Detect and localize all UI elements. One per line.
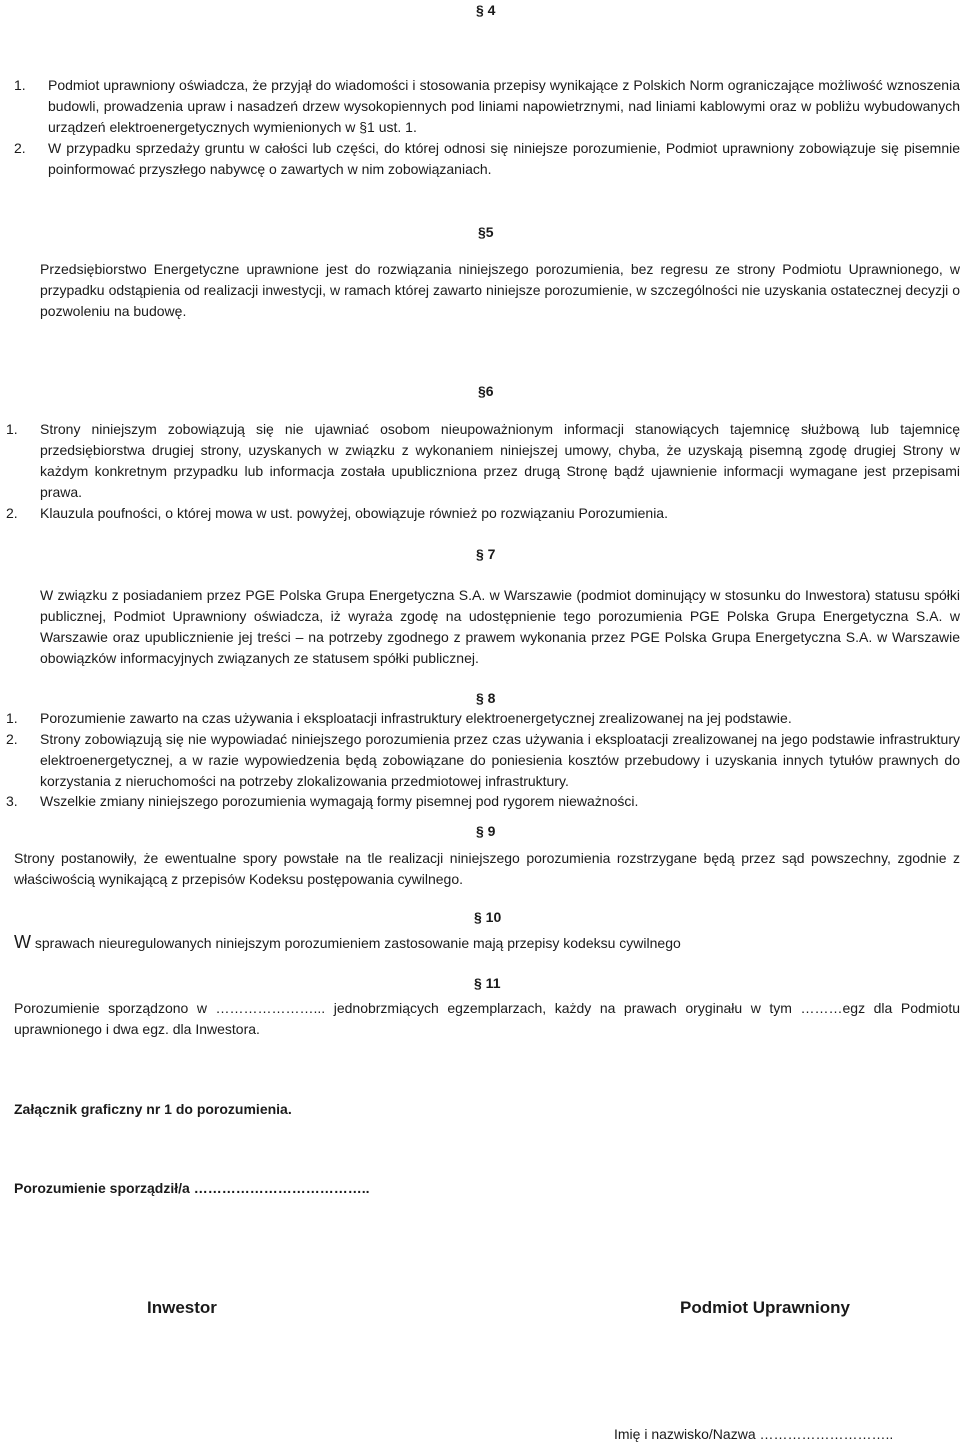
s6-item-1-number: 1. (6, 421, 18, 437)
s10-text: sprawach nieuregulowanych niniejszym porozumieniem zastosowanie mają przepisy kodeksu cywilnego (31, 935, 681, 951)
section-9-heading: § 9 (476, 823, 496, 839)
s8-item-1-text: Porozumienie zawarto na czas używania i eksploatacji infrastruktury elektroenergetycznej zrealizowanej na jej podstawie. (40, 710, 792, 726)
section-11-heading: § 11 (474, 975, 501, 991)
signature-label-entitled-party: Podmiot Uprawniony (680, 1298, 850, 1317)
s10-first-letter: W (14, 932, 31, 952)
s9-text: Strony postanowiły, że ewentualne spory powstałe na tle realizacji niniejszego porozumienia rozstrzygane będą przez sąd powszechny, zgodnie z właściwością wynikającą z przepisów Kodeksu postępowania cywilnego. (14, 850, 960, 887)
section-6-heading: §6 (478, 383, 494, 399)
section-7-heading: § 7 (476, 546, 496, 562)
s4-item-1-text: Podmiot uprawniony oświadcza, że przyjął do wiadomości i stosowania przepisy wynikające z Polskich Norm ograniczające możliwość wznoszenia budowli, prowadzenia upraw i nasadzeń drzew wysokopiennych pod liniami napowietrznymi, nad liniami kablowymi oraz w pobliżu wybudowanych urządzeń elektroenergetycznych wymienionych w §1 ust. 1. (48, 77, 960, 135)
section-8-heading: § 8 (476, 690, 496, 706)
name-field-line: Imię i nazwisko/Nazwa ……………………….. (614, 1426, 894, 1442)
s6-item-2-text: Klauzula poufności, o której mowa w ust. powyżej, obowiązuje również po rozwiązaniu Porozumienia. (40, 505, 668, 521)
s8-item-1-number: 1. (6, 710, 18, 726)
s6-item-1-text: Strony niniejszym zobowiązują się nie ujawniać osobom nieupoważnionym informacji stanowiących tajemnicę służbową lub tajemnicę przedsiębiorstwa drugiej strony, uzyskanych w związku z wykonaniem niniejszej umowy, chyba, że uzyskają pisemną zgodę drugiej Strony w każdym konkretnym przypadku lub informacja została upubliczniona przez drugą Stronę bądź ujawnienie informacji wymagane jest przepisami prawa. (40, 421, 960, 500)
s8-item-3-text: Wszelkie zmiany niniejszego porozumienia wymagają formy pisemnej pod rygorem nieważności. (40, 793, 639, 809)
s11-text: Porozumienie sporządzono w …………………... jednobrzmiących egzemplarzach, każdy na prawach oryginału w tym ………egz dla Podmiotu uprawnionego i dwa egz. dla Inwestora. (14, 1000, 960, 1037)
s10-paragraph (14, 932, 960, 954)
s6-item-2-number: 2. (6, 505, 18, 521)
section-4-heading: § 4 (476, 2, 496, 18)
section-10-heading: § 10 (474, 909, 502, 925)
signature-label-investor: Inwestor (147, 1298, 217, 1317)
s4-item-2-number: 2. (14, 140, 26, 156)
section-5-heading: §5 (478, 224, 494, 240)
attachment-note: Załącznik graficzny nr 1 do porozumienia. (14, 1101, 292, 1117)
prepared-by-line: Porozumienie sporządził/a ……………………………….. (14, 1180, 370, 1196)
s8-item-2-text: Strony zobowiązują się nie wypowiadać niniejszego porozumienia przez czas używania i eksploatacji zrealizowanej na jego podstawie infrastruktury elektroenergetycznej, a w razie wypowiedzenia będą zobowiązane do poniesienia kosztów przebudowy i uzyskania innych tytułów prawnych do korzystania z nieruchomości na potrzeby zlokalizowania przedmiotowej infrastruktury. (40, 731, 960, 789)
s4-item-1-number: 1. (14, 77, 26, 93)
s4-item-2-text: W przypadku sprzedaży gruntu w całości lub części, do której odnosi się niniejsze porozumienie, Podmiot uprawniony zobowiązuje się pisemnie poinformować przyszłego nabywcę o zawartych w nim zobowiązaniach. (48, 140, 960, 177)
s5-text: Przedsiębiorstwo Energetyczne uprawnione jest do rozwiązania niniejszego porozumienia, bez regresu ze strony Podmiotu Uprawnionego, w przypadku odstąpienia od realizacji inwestycji, w ramach której zawarto niniejsze porozumienie, w szczególności nie uzyskania ostatecznej decyzji o pozwoleniu na budowę. (40, 261, 960, 319)
s8-item-3-number: 3. (6, 793, 18, 809)
s7-text: W związku z posiadaniem przez PGE Polska Grupa Energetyczna S.A. w Warszawie (podmiot dominujący w stosunku do Inwestora) statusu spółki publicznej, Podmiot Uprawniony oświadcza, iż wyraża zgodę na udostępnienie tego porozumienia PGE Polska Grupa Energetyczna S.A. w Warszawie oraz upublicznienie jej treści – na potrzeby zgodnego z prawem wykonania przez PGE Polska Grupa Energetyczna S.A. w Warszawie obowiązków informacyjnych związanych ze statusem spółki publicznej. (40, 587, 960, 666)
s8-item-2-number: 2. (6, 731, 18, 747)
